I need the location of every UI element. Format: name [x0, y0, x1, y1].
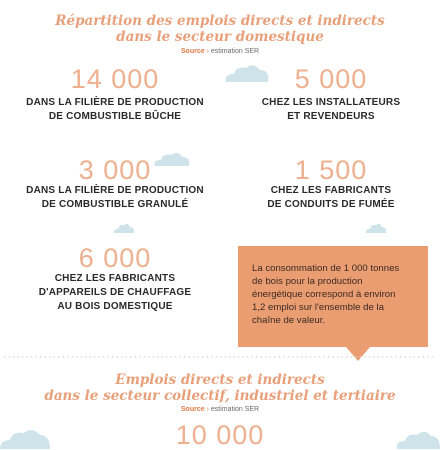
- section-title-line-2: dans le secteur domestique: [116, 29, 324, 45]
- caption-line: D'APPAREILS DE CHAUFFAGE: [38, 287, 192, 298]
- section-divider: [4, 356, 436, 358]
- source-note: [0, 48, 440, 55]
- callout-line: La consommation de 1 000 tonnes: [252, 263, 400, 274]
- caption-line: CHEZ LES FABRICANTS: [270, 185, 392, 196]
- cloud-icon: [364, 222, 388, 234]
- source-label: Source: [180, 406, 205, 413]
- source-text: estimation SER: [210, 48, 260, 55]
- section2-title-line-2: dans le secteur collectif, industriel et tertiaire: [44, 388, 396, 404]
- info-callout: [238, 246, 428, 347]
- source-text: estimation SER: [210, 406, 260, 413]
- section-title-line-1: Répartition des emplois directs et indirects: [55, 13, 385, 29]
- callout-line: de bois pour la production: [252, 276, 363, 287]
- callout-line: 1,2 emploi sur l'ensemble de la: [252, 302, 384, 313]
- cloud-icon: [112, 222, 136, 234]
- caption-line: ET REVENDEURS: [287, 111, 375, 122]
- source-separator: ›: [206, 406, 209, 413]
- stat-caption-conduits: [236, 184, 426, 212]
- callout-line: énergétique correspond à environ: [252, 289, 396, 300]
- caption-line: DE CONDUITS DE FUMÉE: [267, 199, 395, 210]
- stat-caption-bois-buche: [0, 96, 230, 124]
- caption-line: AU BOIS DOMESTIQUE: [57, 301, 173, 312]
- source-separator: ›: [206, 48, 209, 55]
- stat-value-conduits: 1 500: [294, 155, 368, 185]
- caption-line: CHEZ LES INSTALLATEURS: [261, 97, 401, 108]
- stat-caption-appareils: [0, 272, 230, 314]
- caption-line: DE COMBUSTIBLE GRANULÉ: [41, 199, 189, 210]
- stat-value-bois-buche: 14 000: [70, 64, 160, 94]
- cloud-icon: [0, 426, 50, 449]
- callout-line: chaîne de valeur.: [252, 315, 326, 326]
- stat-value-collectif: 10 000: [175, 420, 265, 450]
- stat-value-granule: 3 000: [78, 155, 152, 185]
- caption-line: DANS LA FILIÈRE DE PRODUCTION: [26, 185, 204, 196]
- caption-line: DANS LA FILIÈRE DE PRODUCTION: [26, 97, 204, 108]
- caption-line: CHEZ LES FABRICANTS: [54, 273, 176, 284]
- source-note-2: [0, 406, 440, 413]
- caption-line: DE COMBUSTIBLE BÛCHE: [48, 111, 182, 122]
- section2-title-line-1: Emplois directs et indirects: [115, 372, 325, 388]
- cloud-icon: [395, 428, 440, 449]
- stat-value-installateurs: 5 000: [294, 64, 368, 94]
- stat-caption-installateurs: [236, 96, 426, 124]
- source-label: Source: [180, 48, 205, 55]
- stat-value-appareils: 6 000: [78, 243, 152, 273]
- stat-caption-granule: [0, 184, 230, 212]
